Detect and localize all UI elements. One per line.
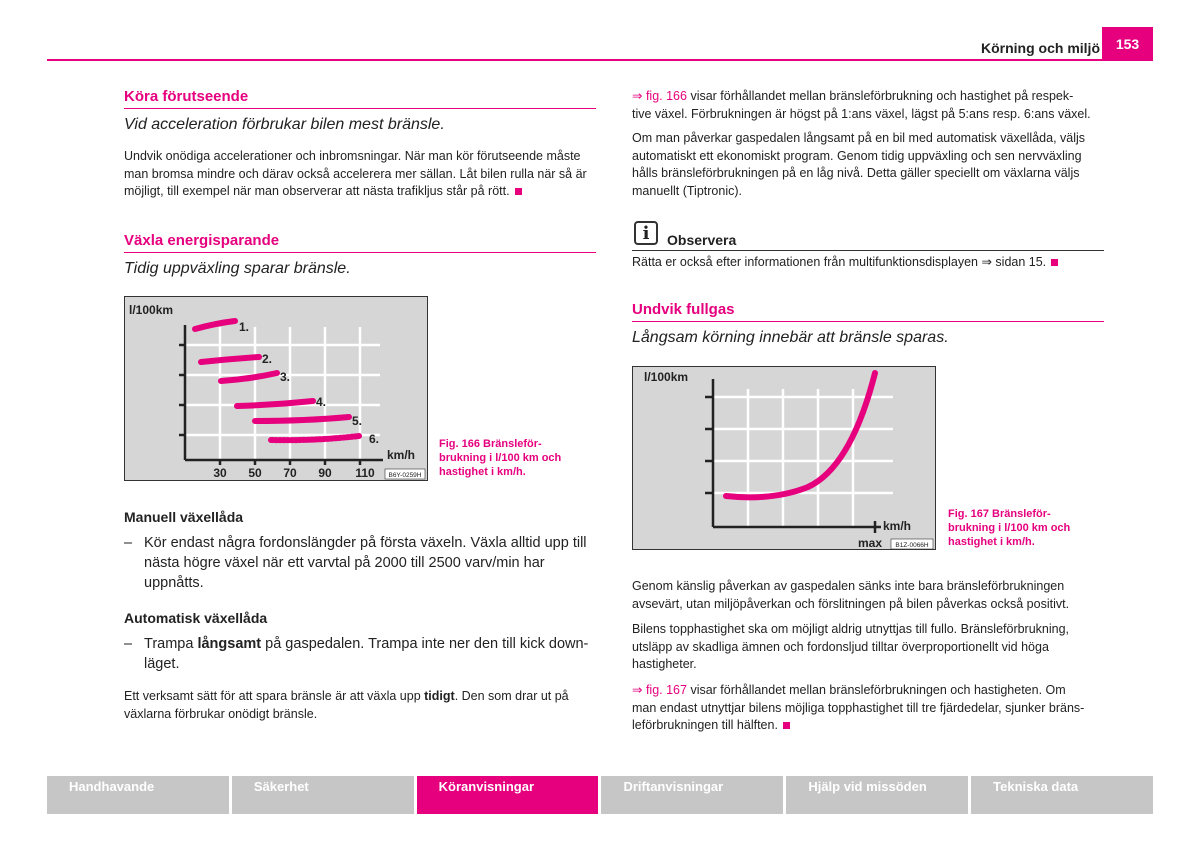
- gear-curve-5: [255, 417, 349, 421]
- text-line-content: möjligt, till exempel när man observerar att nästa trafikljus står på rött.: [124, 184, 510, 198]
- figure-link[interactable]: fig. 166: [642, 89, 687, 103]
- text-line: Bilens topphastighet ska om möjligt aldrig utnyttjas till fullo. Bränsleförbrukning,: [632, 622, 1070, 636]
- section-lead: Långsam körning innebär att bränsle sparas.: [632, 329, 949, 346]
- text-line: [124, 183, 604, 201]
- caption-line: Fig. 166 Bränsleför-: [439, 438, 542, 450]
- text-line: nästa högre växel när ett varvtal på 2000 till 2500 varv/min har: [144, 555, 545, 571]
- text-line: tive växel. Förbrukningen är högst på 1:ans växel, lägst på 5:ans resp. 6:ans växel.: [632, 106, 1091, 121]
- paragraph-forutseende: [124, 148, 604, 201]
- figure-167-caption: [948, 507, 1070, 549]
- x-tick-label: 90: [318, 466, 332, 480]
- x-axis-label: km/h: [387, 448, 416, 462]
- note-text: [632, 254, 1112, 272]
- figure-166-caption: [439, 437, 561, 479]
- text-run: visar förhållandet mellan bränsleförbrukningen och hastigheten. Om: [686, 683, 1066, 697]
- gear-labels: [239, 320, 379, 446]
- text-line: [124, 688, 604, 706]
- text-line: [632, 88, 1112, 106]
- figure-166: [124, 296, 428, 481]
- text-line: automatiskt ett ekonomiskt program. Genom tidig uppväxling och sen nervväxling: [632, 148, 1082, 163]
- text-run: på gaspedalen. Trampa inte ner den till kick down-: [261, 636, 589, 652]
- end-marker-icon: [1051, 259, 1058, 266]
- text-line: Undvik onödiga accelerationer och inbromsningar. När man kör förutseende måste: [124, 149, 581, 163]
- text-line: läget.: [144, 656, 180, 672]
- page-number: 153: [1102, 27, 1153, 61]
- text-run: leförbrukningen till hälften.: [632, 718, 778, 732]
- text-line: manuellt (Tiptronic).: [632, 183, 742, 198]
- text-run: Trampa: [144, 636, 198, 652]
- tab-handhavande[interactable]: Handhavande: [47, 776, 229, 814]
- figure-code: B1Z-0066H: [895, 542, 929, 549]
- x-tick-labels: [213, 466, 375, 480]
- running-header-title: Körning och miljö: [981, 40, 1100, 56]
- text-line: utsläpp av skadliga ämnen och fordonsljud tilltar överproportionellt vid höga: [632, 639, 1049, 654]
- x-tick-label: 110: [355, 466, 375, 480]
- list-item-automatisk: [124, 634, 604, 674]
- x-tick-label: 70: [283, 466, 297, 480]
- text-line: Kör endast några fordonslängder på första växeln. Växla alltid upp till: [144, 535, 587, 551]
- info-icon: i: [634, 221, 658, 245]
- gear-label: 1.: [239, 320, 250, 334]
- gear-label: 5.: [352, 414, 363, 428]
- gear-label: 6.: [369, 432, 380, 446]
- text-line: avsevärt, utan miljöpåverkan och förslitningen på bilen påverkas också positivt.: [632, 596, 1070, 611]
- dash: –: [124, 636, 133, 652]
- text-line: [144, 634, 588, 654]
- text-line: man bromsa mindre och därav också accelerera mer sällan. Låt bilen rulla när så är: [124, 166, 587, 181]
- x-axis-label: km/h: [883, 519, 912, 533]
- paragraph-closing: [124, 688, 604, 723]
- paragraph-kanslig-paverkan: [632, 578, 1112, 613]
- tab-hjalp-vid-missoden[interactable]: Hjälp vid missöden: [786, 776, 968, 814]
- figure-link[interactable]: fig. 167: [642, 683, 687, 697]
- dash-row: [124, 654, 604, 674]
- list-item-manuell: [124, 533, 604, 593]
- section-lead: Tidig uppväxling sparar bränsle.: [124, 260, 351, 277]
- gear-label: 3.: [280, 370, 291, 384]
- figure-166-graphic: [125, 297, 427, 480]
- dash-row: [124, 634, 604, 654]
- section-rule: [124, 252, 596, 253]
- caption-line: Fig. 167 Bränsleför-: [948, 508, 1051, 520]
- emphasis: tidigt: [424, 689, 455, 703]
- header-rule: [47, 59, 1153, 61]
- end-marker-icon: [515, 188, 522, 195]
- text-line: växlarna förbrukar onödigt bränsle.: [124, 706, 318, 721]
- caption-line: brukning i l/100 km och: [948, 522, 1071, 534]
- caption-line: hastighet i km/h.: [439, 466, 526, 478]
- dash: –: [124, 535, 133, 551]
- note-rule: [632, 250, 1104, 251]
- subheading-automatisk: Automatisk växellåda: [124, 610, 268, 626]
- x-max-label: max: [858, 536, 883, 549]
- paragraph-automatisk-program: [632, 130, 1112, 200]
- section-heading-vaxla-energisparande: Växla energisparande: [124, 232, 280, 249]
- gear-curve-1: [195, 321, 235, 329]
- dash-row: [124, 553, 604, 573]
- text-line: Om man påverkar gaspedalen långsamt på en bil med automatisk växellåda, väljs: [632, 131, 1086, 145]
- gear-curve-6: [271, 436, 359, 440]
- tab-koranvisningar[interactable]: Köranvisningar: [417, 776, 599, 814]
- caption-line: hastighet i km/h.: [948, 536, 1035, 548]
- paragraph-fig167-ref: [632, 682, 1112, 735]
- text-line: [632, 717, 1112, 735]
- section-rule: [632, 321, 1104, 322]
- caption-line: brukning i l/100 km och: [439, 452, 562, 464]
- dash-row: [124, 533, 604, 553]
- tab-driftanvisningar[interactable]: Driftanvisningar: [601, 776, 783, 814]
- tab-tekniska-data[interactable]: Tekniska data: [971, 776, 1153, 814]
- end-marker-icon: [783, 722, 790, 729]
- figure-code: B6Y-0259H: [388, 472, 422, 479]
- cross-ref-arrow-icon[interactable]: ⇒: [632, 683, 643, 697]
- paragraph-topphastighet: [632, 621, 1112, 674]
- cross-ref-arrow-icon[interactable]: ⇒: [632, 89, 643, 103]
- section-heading-kora-forutseende: Köra förutseende: [124, 88, 249, 105]
- axes: [705, 379, 881, 533]
- text-run: . Den som drar ut på: [454, 689, 569, 703]
- emphasis: långsamt: [197, 636, 262, 652]
- paragraph-fig166-ref: [632, 88, 1112, 123]
- gear-label: 4.: [316, 395, 327, 409]
- text-line: [632, 682, 1112, 700]
- note-title: Observera: [667, 232, 737, 248]
- text-line: Genom känslig påverkan av gaspedalen sänks inte bara bränsleförbrukningen: [632, 579, 1065, 593]
- tab-sakerhet[interactable]: Säkerhet: [232, 776, 414, 814]
- text-run: visar förhållandet mellan bränsleförbrukning och hastighet på respek-: [686, 89, 1074, 103]
- text-run: Ett verksamt sätt för att spara bränsle är att växla upp: [124, 689, 425, 703]
- section-rule: [124, 108, 596, 109]
- figure-167-graphic: [633, 367, 935, 549]
- figure-167: [632, 366, 936, 550]
- text-line: hastigheter.: [632, 657, 697, 671]
- section-heading-undvik-fullgas: Undvik fullgas: [632, 301, 735, 318]
- text-run: Rätta er också efter informationen från multifunktionsdisplayen ⇒ sidan 15.: [632, 255, 1047, 269]
- section-lead: Vid acceleration förbrukar bilen mest bränsle.: [124, 116, 445, 133]
- text-line: uppnåtts.: [144, 575, 204, 591]
- text-line: man endast utnyttjar bilens möjliga topphastighet till tre fjärdedelar, sjunker bräns-: [632, 700, 1085, 715]
- y-axis-label: l/100km: [644, 370, 689, 384]
- x-tick-label: 30: [213, 466, 227, 480]
- chapter-tabs: [47, 776, 1153, 814]
- x-tick-label: 50: [248, 466, 262, 480]
- gear-curve-2: [201, 357, 259, 362]
- subheading-manuell: Manuell växellåda: [124, 509, 244, 525]
- gear-label: 2.: [262, 352, 273, 366]
- text-line: hålls bränsleförbrukningen på en låg nivå. Detta gäller speciellt om växlarna väljs: [632, 166, 1080, 180]
- dash-row: [124, 573, 604, 593]
- y-axis-label: l/100km: [129, 303, 174, 317]
